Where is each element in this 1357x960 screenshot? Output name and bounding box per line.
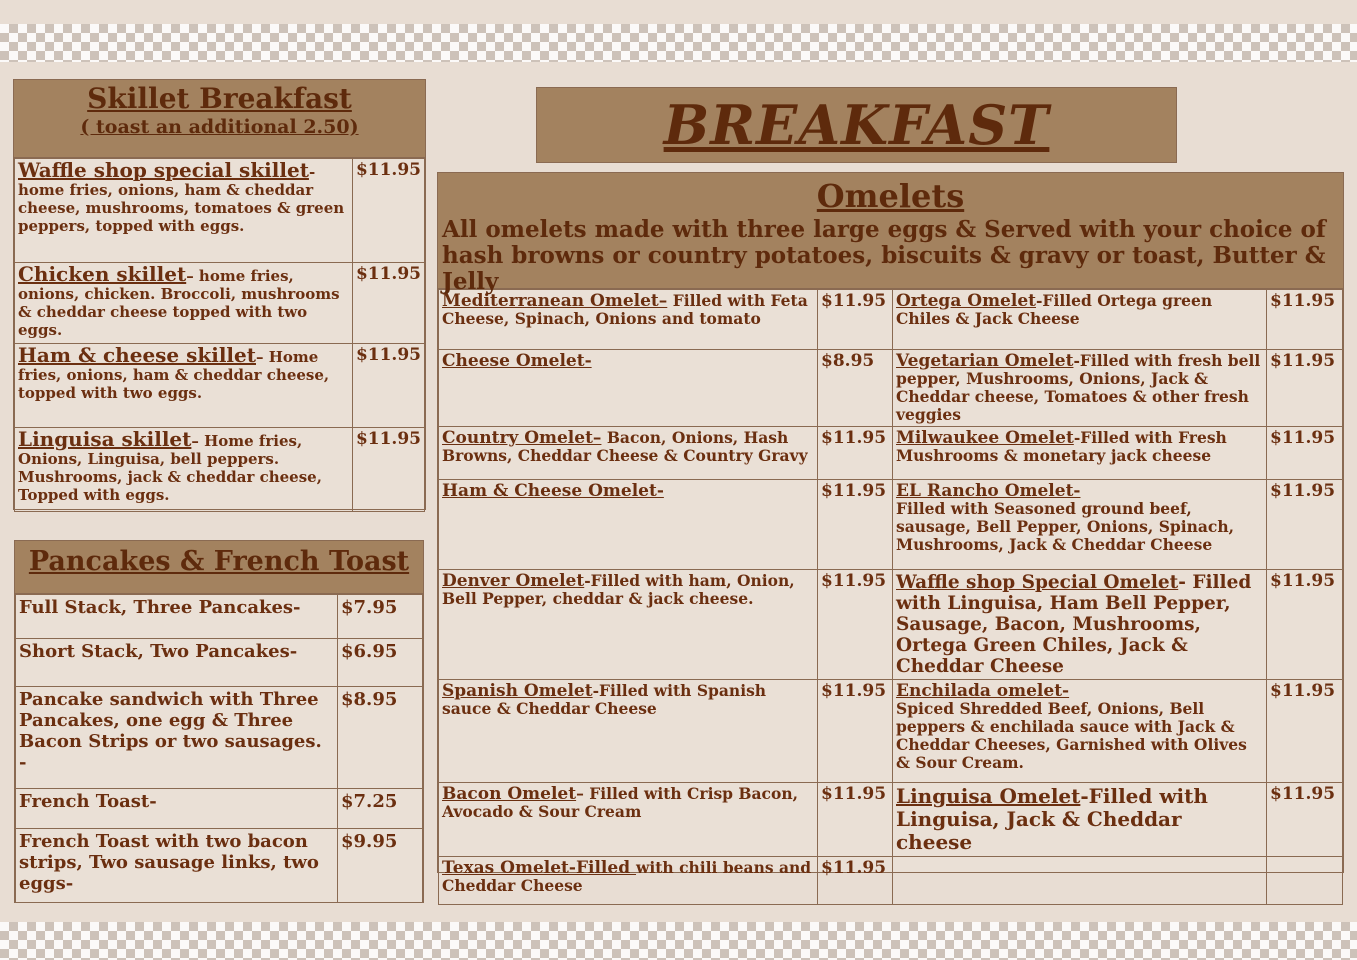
item-name: Denver Omelet [442,571,585,591]
item-price: $11.95 [818,427,893,480]
item-name: Cheese Omelet- [442,351,592,371]
omelet-item [893,427,1267,480]
item-price: $11.95 [818,680,893,783]
item-name: Chicken skillet [18,262,187,286]
omelet-item [893,570,1267,680]
item-name: Ham & Cheese Omelet- [442,481,664,501]
item-price: $11.95 [1267,570,1343,680]
item-price: $11.95 [1267,290,1343,350]
item-price: $11.95 [818,783,893,857]
item-name: Country Omelet– [442,428,602,448]
item-desc: -home fries, onions, ham & cheddar cheese, mushrooms, tomatoes & green peppers, topped with eggs. [18,163,345,235]
item-name: Milwaukee Omelet [896,428,1074,448]
omelet-item [439,480,818,570]
menu-item [16,687,423,789]
item-price: $11.95 [818,570,893,680]
item-price: $7.95 [338,595,423,639]
omelet-item [439,680,818,783]
item-desc: -Filled Ortega green Chiles & Jack Cheese [896,291,1213,328]
table-row [439,680,1343,783]
table-row [439,570,1343,680]
item-price: $11.95 [1267,427,1343,480]
item-price: $11.95 [818,290,893,350]
item-price: $11.95 [352,344,424,428]
item-price: $8.95 [338,687,423,789]
item-name: Bacon Omelet [442,784,577,804]
item-desc: – home fries, onions, chicken. Broccoli, mushrooms & cheddar cheese topped with two eggs. [18,267,340,339]
table-row [439,427,1343,480]
omelets-section [437,172,1344,895]
omelet-item [893,480,1267,570]
omelets-header [438,173,1343,295]
item-desc: – Home fries, Onions, Linguisa, bell peppers. Mushrooms, jack & cheddar cheese, Topped with eggs. [18,432,322,504]
omelet-item [893,680,1267,783]
omelet-item [439,570,818,680]
menu-item [15,428,425,512]
empty-cell [893,857,1267,905]
menu-item [16,639,423,687]
menu-item [16,789,423,829]
item-name: EL Rancho Omelet- [896,481,1081,501]
item-price: $11.95 [1267,350,1343,427]
item-price: $11.95 [352,263,424,344]
page-title-box [536,87,1177,163]
item-desc: – Home fries, onions, ham & cheddar cheese, topped with two eggs. [18,348,330,402]
item-price: $9.95 [338,829,423,903]
skillet-table [14,158,425,512]
item-name: Waffle shop Special Omelet [896,572,1179,593]
item-price: $11.95 [1267,480,1343,570]
item-name: Mediterranean Omelet– [442,291,668,311]
item-price: $11.95 [1267,783,1343,857]
item-name: Waffle shop special skillet [18,158,309,182]
item-price: $6.95 [338,639,423,687]
item-name: Ham & cheese skillet [18,343,256,367]
item-desc: -Filled with ham, Onion, Bell Pepper, cheddar & jack cheese. [442,571,795,608]
omelet-item [439,290,818,350]
item-name: French Toast with two bacon strips, Two sausage links, two eggs- [16,829,338,903]
item-price: $7.25 [338,789,423,829]
table-row [439,290,1343,350]
item-name: Vegetarian Omelet [896,351,1074,371]
item-desc: Spiced Shredded Beef, Onions, Bell peppers & enchilada sauce with Jack & Cheddar Cheeses, Garnished with Olives & Sour Cream. [896,699,1247,772]
table-row [439,783,1343,857]
pancakes-table [15,594,423,903]
omelets-table [438,289,1343,905]
item-price: $8.95 [818,350,893,427]
item-name: Pancake sandwich with Three Pancakes, one egg & Three Bacon Strips or two sausages. - [16,687,338,789]
pancakes-section [14,540,424,903]
item-name: Texas Omelet-Filled [442,858,637,878]
table-row [439,480,1343,570]
item-name: Linguisa skillet [18,427,192,451]
item-desc: - Filled with Linguisa, Ham Bell Pepper, Sausage, Bacon, Mushrooms, Ortega Green Chiles, Jack & Cheddar Cheese [896,572,1252,677]
skillet-title: Skillet Breakfast [87,82,352,115]
omelet-item [893,783,1267,857]
item-price: $11.95 [818,480,893,570]
page-title: BREAKFAST [663,93,1050,157]
omelet-item [439,427,818,480]
item-price: $11.95 [352,428,424,512]
item-desc: -Filled with Fresh Mushrooms & monetary jack cheese [896,428,1227,465]
menu-item [15,344,425,428]
item-name: Full Stack, Three Pancakes- [16,595,338,639]
skillet-subtitle: ( toast an additional 2.50) [80,116,359,138]
item-name: French Toast- [16,789,338,829]
item-price: $11.95 [818,857,893,905]
item-name: Linguisa Omelet [896,784,1081,808]
omelet-item [439,783,818,857]
item-desc: with chili beans and Cheddar Cheese [442,858,812,895]
omelets-title: Omelets [816,177,965,215]
menu-item [15,263,425,344]
item-desc: – Filled with Crisp Bacon, Avocado & Sour Cream [442,784,798,821]
item-name: Enchilada omelet- [896,681,1070,701]
omelet-item [893,290,1267,350]
omelet-item [439,857,818,905]
item-desc: Filled with Feta Cheese, Spinach, Onions and tomato [442,291,808,328]
skillet-breakfast-section [13,79,426,510]
item-price: $11.95 [352,159,424,263]
item-desc: -Filled with fresh bell pepper, Mushrooms, Onions, Jack & Cheddar cheese, Tomatoes & other fresh veggies [896,351,1261,424]
menu-item [16,595,423,639]
menu-item [16,829,423,903]
omelet-item [893,350,1267,427]
item-desc: -Filled with Linguisa, Jack & Cheddar cheese [896,784,1208,854]
pancakes-header [15,541,423,594]
table-row [439,857,1343,905]
checker-border-bottom [0,922,1357,960]
item-name: Spanish Omelet [442,681,593,701]
item-name: Ortega Omelet [896,291,1036,311]
item-name: Short Stack, Two Pancakes- [16,639,338,687]
item-desc: Bacon, Onions, Hash Browns, Cheddar Cheese & Country Gravy [442,428,808,465]
empty-cell [1267,857,1343,905]
omelets-description: All omelets made with three large eggs & Served with your choice of hash browns or country potatoes, biscuits & gravy or toast, Butter & Jelly [442,216,1326,295]
item-desc: -Filled with Spanish sauce & Cheddar Cheese [442,681,767,718]
item-price: $11.95 [1267,680,1343,783]
item-desc: Filled with Seasoned ground beef, sausage, Bell Pepper, Onions, Spinach, Mushrooms, Jack & Cheddar Cheese [896,499,1235,554]
table-row [439,350,1343,427]
menu-item [15,159,425,263]
omelet-item [439,350,818,427]
skillet-header [14,80,425,158]
checker-border-top [0,24,1357,62]
pancakes-title: Pancakes & French Toast [28,546,410,577]
